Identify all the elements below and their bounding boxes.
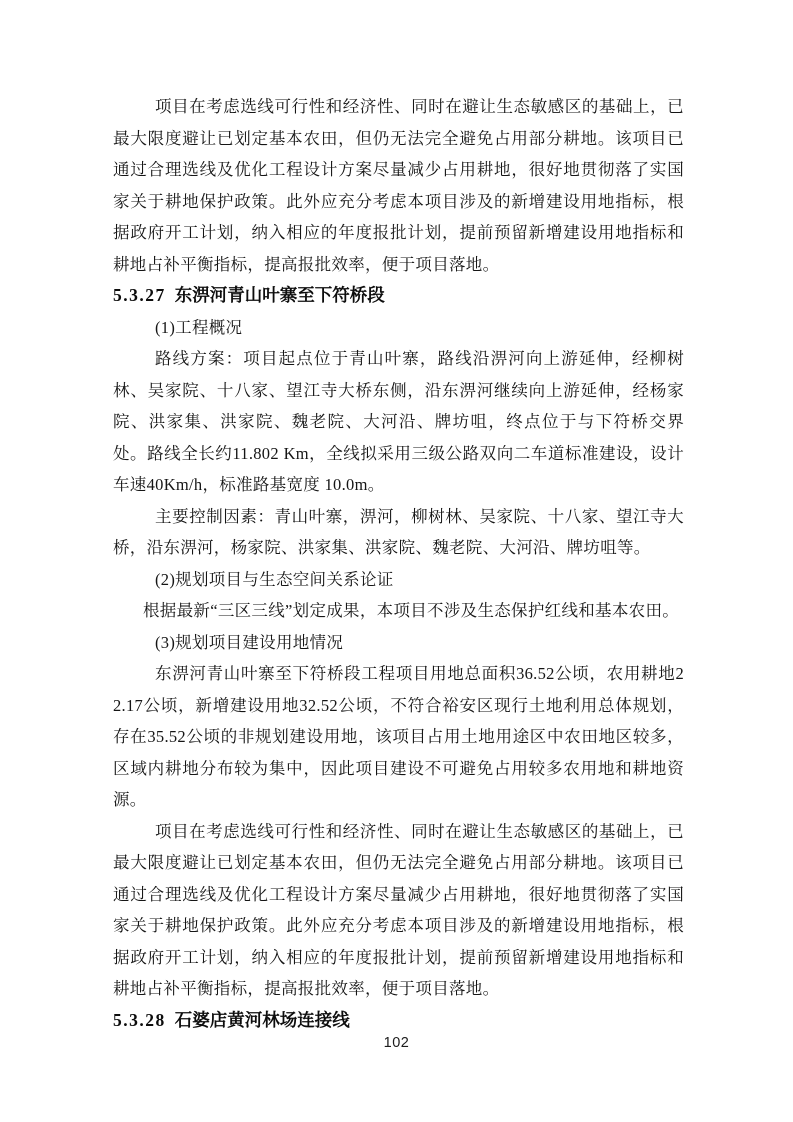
section-heading-5327 [113,280,684,312]
paragraph-route-plan: 路线方案：项目起点位于青山叶寨，路线沿淠河向上游延伸，经柳树林、吴家院、十八家、望江寺大桥东侧，沿东淠河继续向上游延伸，经杨家院、洪家集、洪家院、魏老院、大河沿、牌坊咀，终点位于与下符桥交界处。路线全长约11.802 Km，全线拟采用三级公路双向二车道标准建设，设计车速40Km/h，标准路基宽度 10.0m。 [113,349,684,494]
subheading-eco-space-relation: (2)规划项目与生态空间关系论证 [155,569,394,589]
paragraph-control-factors: 主要控制因素：青山叶寨，淠河，柳树林、吴家院、十八家、望江寺大桥，沿东淠河，杨家院、洪家集、洪家院、魏老院、大河沿、牌坊咀等。 [113,506,684,557]
section-number: 5.3.27 [113,285,166,305]
section-number: 5.3.28 [113,1009,166,1030]
page-footer [0,1034,793,1052]
subheading-project-overview: (1)工程概况 [155,317,243,337]
paragraph-farmland-protection: 项目在考虑选线可行性和经济性、同时在避让生态敏感区的基础上，已最大限度避让已划定基本农田，但仍无法完全避免占用部分耕地。该项目已通过合理选线及优化工程设计方案尽量减少占用耕地，很好地贯彻落了实国家关于耕地保护政策。此外应充分考虑本项目涉及的新增建设用地指标，根据政府开工计划，纳入相应的年度报批计划，提前预留新增建设用地指标和耕地占补平衡指标，提高报批效率，便于项目落地。 [113,821,684,998]
section-title: 石婆店黄河林场连接线 [174,1009,350,1030]
page-number: 102 [383,1035,410,1051]
document-body [113,91,684,1036]
paragraph: 项目在考虑选线可行性和经济性、同时在避让生态敏感区的基础上，已最大限度避让已划定基本农田，但仍无法完全避免占用部分耕地。该项目已通过合理选线及优化工程设计方案尽量减少占用耕地，很好地贯彻落了实国家关于耕地保护政策。此外应充分考虑本项目涉及的新增建设用地指标，根据政府开工计划，纳入相应的年度报批计划，提前预留新增建设用地指标和耕地占补平衡指标，提高报批效率，便于项目落地。 [113,97,684,274]
paragraph-three-zones-lines: 根据最新“三区三线”划定成果，本项目不涉及生态保护红线和基本农田。 [143,601,680,620]
paragraph-land-use-detail: 东淠河青山叶寨至下符桥段工程项目用地总面积36.52公顷，农用耕地22.17公顷，新增建设用地32.52公顷，不符合裕安区现行土地利用总体规划，存在35.52公顷的非规划建设用地，该项目占用土地用途区中农田地区较多，区域内耕地分布较为集中，因此项目建设不可避免占用较多农用地和耕地资源。 [113,664,684,809]
subheading-land-use: (3)规划项目建设用地情况 [155,632,344,652]
section-title: 东淠河青山叶寨至下符桥段 [174,285,385,305]
section-heading-5328 [113,1005,684,1037]
